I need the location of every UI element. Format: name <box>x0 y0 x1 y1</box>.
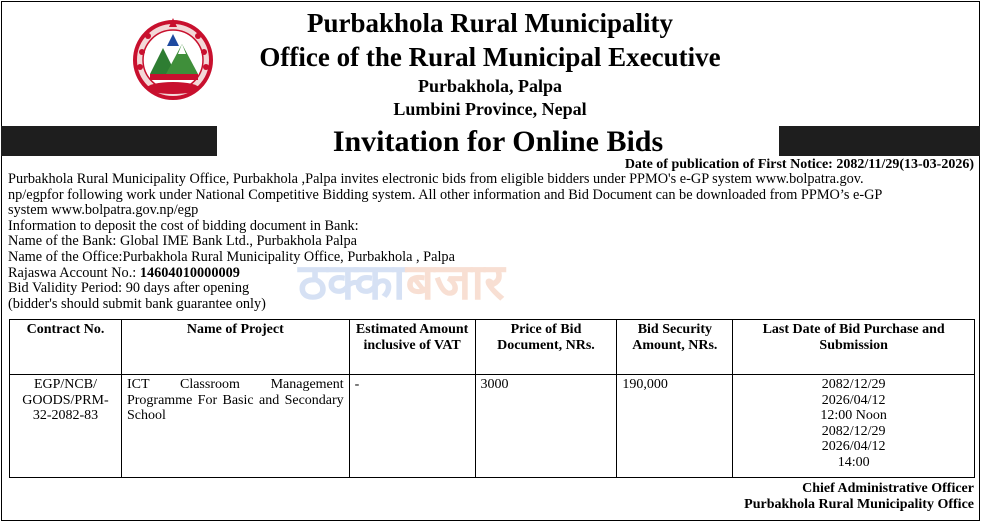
date-line: 12:00 Noon <box>820 408 887 423</box>
watermark-part2: बजार <box>405 253 505 311</box>
municipality-name: Purbakhola Rural Municipality <box>306 8 674 38</box>
bid-table <box>9 319 975 478</box>
cell-contract-no: EGP/NCB/ GOODS/PRM- 32-2082-83 <box>10 375 122 478</box>
title-banner <box>1 126 980 156</box>
cell-last-date <box>733 375 975 478</box>
body-line: Purbakhola Rural Municipality Office, Purbakhola ,Palpa invites electronic bids from eligible bidders under PPMO's e-GP system www.bolpatra.gov. <box>8 171 864 187</box>
account-label: Rajaswa Account No.: <box>8 264 140 281</box>
cell-bid-security: 190,000 <box>617 375 733 478</box>
province-country: Lumbini Province, Nepal <box>393 99 587 119</box>
date-line: 2082/12/29 <box>821 377 886 392</box>
cell-bid-doc-price: 3000 <box>475 375 617 478</box>
date-line: 2026/04/12 <box>821 392 886 408</box>
body-line: Name of the Bank: Global IME Bank Ltd., Purbakhola Palpa <box>8 233 358 250</box>
date-line: 2026/04/12 <box>821 439 886 454</box>
date-line: 2082/12/29 <box>821 423 886 439</box>
signatory-office: Purbakhola Rural Municipality Office <box>744 497 974 512</box>
validity-note: (bidder's should submit bank guarantee only) <box>8 295 266 312</box>
table-header-row <box>10 320 975 375</box>
body-line: np/egpfor following work under National Competitive Bidding system. All other information and Bid Document can be downloaded from PPMO’s e-GP <box>8 186 883 203</box>
cell-estimated-amount: - <box>349 375 475 478</box>
header-bid-doc-price: Price of Bid Document, NRs. <box>475 320 617 375</box>
signatory-title: Chief Administrative Officer <box>802 481 974 496</box>
table-row <box>10 375 975 478</box>
body-line: Information to deposit the cost of bidding document in Bank: <box>8 217 359 234</box>
cell-project-name: ICT Classroom Management Programme For Basic and Secondary School <box>121 375 349 478</box>
watermark <box>298 253 505 311</box>
validity-line: Bid Validity Period: 90 days after opening <box>8 280 250 297</box>
office-location: Purbakhola, Palpa <box>417 76 563 96</box>
header-bid-security: Bid Security Amount, NRs. <box>617 320 733 375</box>
header-project-name: Name of Project <box>121 320 349 375</box>
nepal-emblem-icon <box>128 12 218 102</box>
body-line: system www.bolpatra.gov.np/egp <box>8 202 199 219</box>
notice-title: Invitation for Online Bids <box>217 126 779 156</box>
header-last-date: Last Date of Bid Purchase and Submission <box>733 320 975 375</box>
office-name: Office of the Rural Municipal Executive <box>259 42 721 72</box>
body-line: Name of the Office:Purbakhola Rural Municipality Office, Purbakhola , Palpa <box>8 248 455 265</box>
header-estimated-amount: Estimated Amount inclusive of VAT <box>349 320 475 375</box>
publication-date: Date of publication of First Notice: 2082/11/29(13-03-2026) <box>624 157 974 172</box>
watermark-part1: ठक्का <box>298 253 406 311</box>
date-line: 14:00 <box>837 454 870 470</box>
account-number: 14604010000009 <box>139 264 240 281</box>
header-contract-no: Contract No. <box>10 320 122 375</box>
